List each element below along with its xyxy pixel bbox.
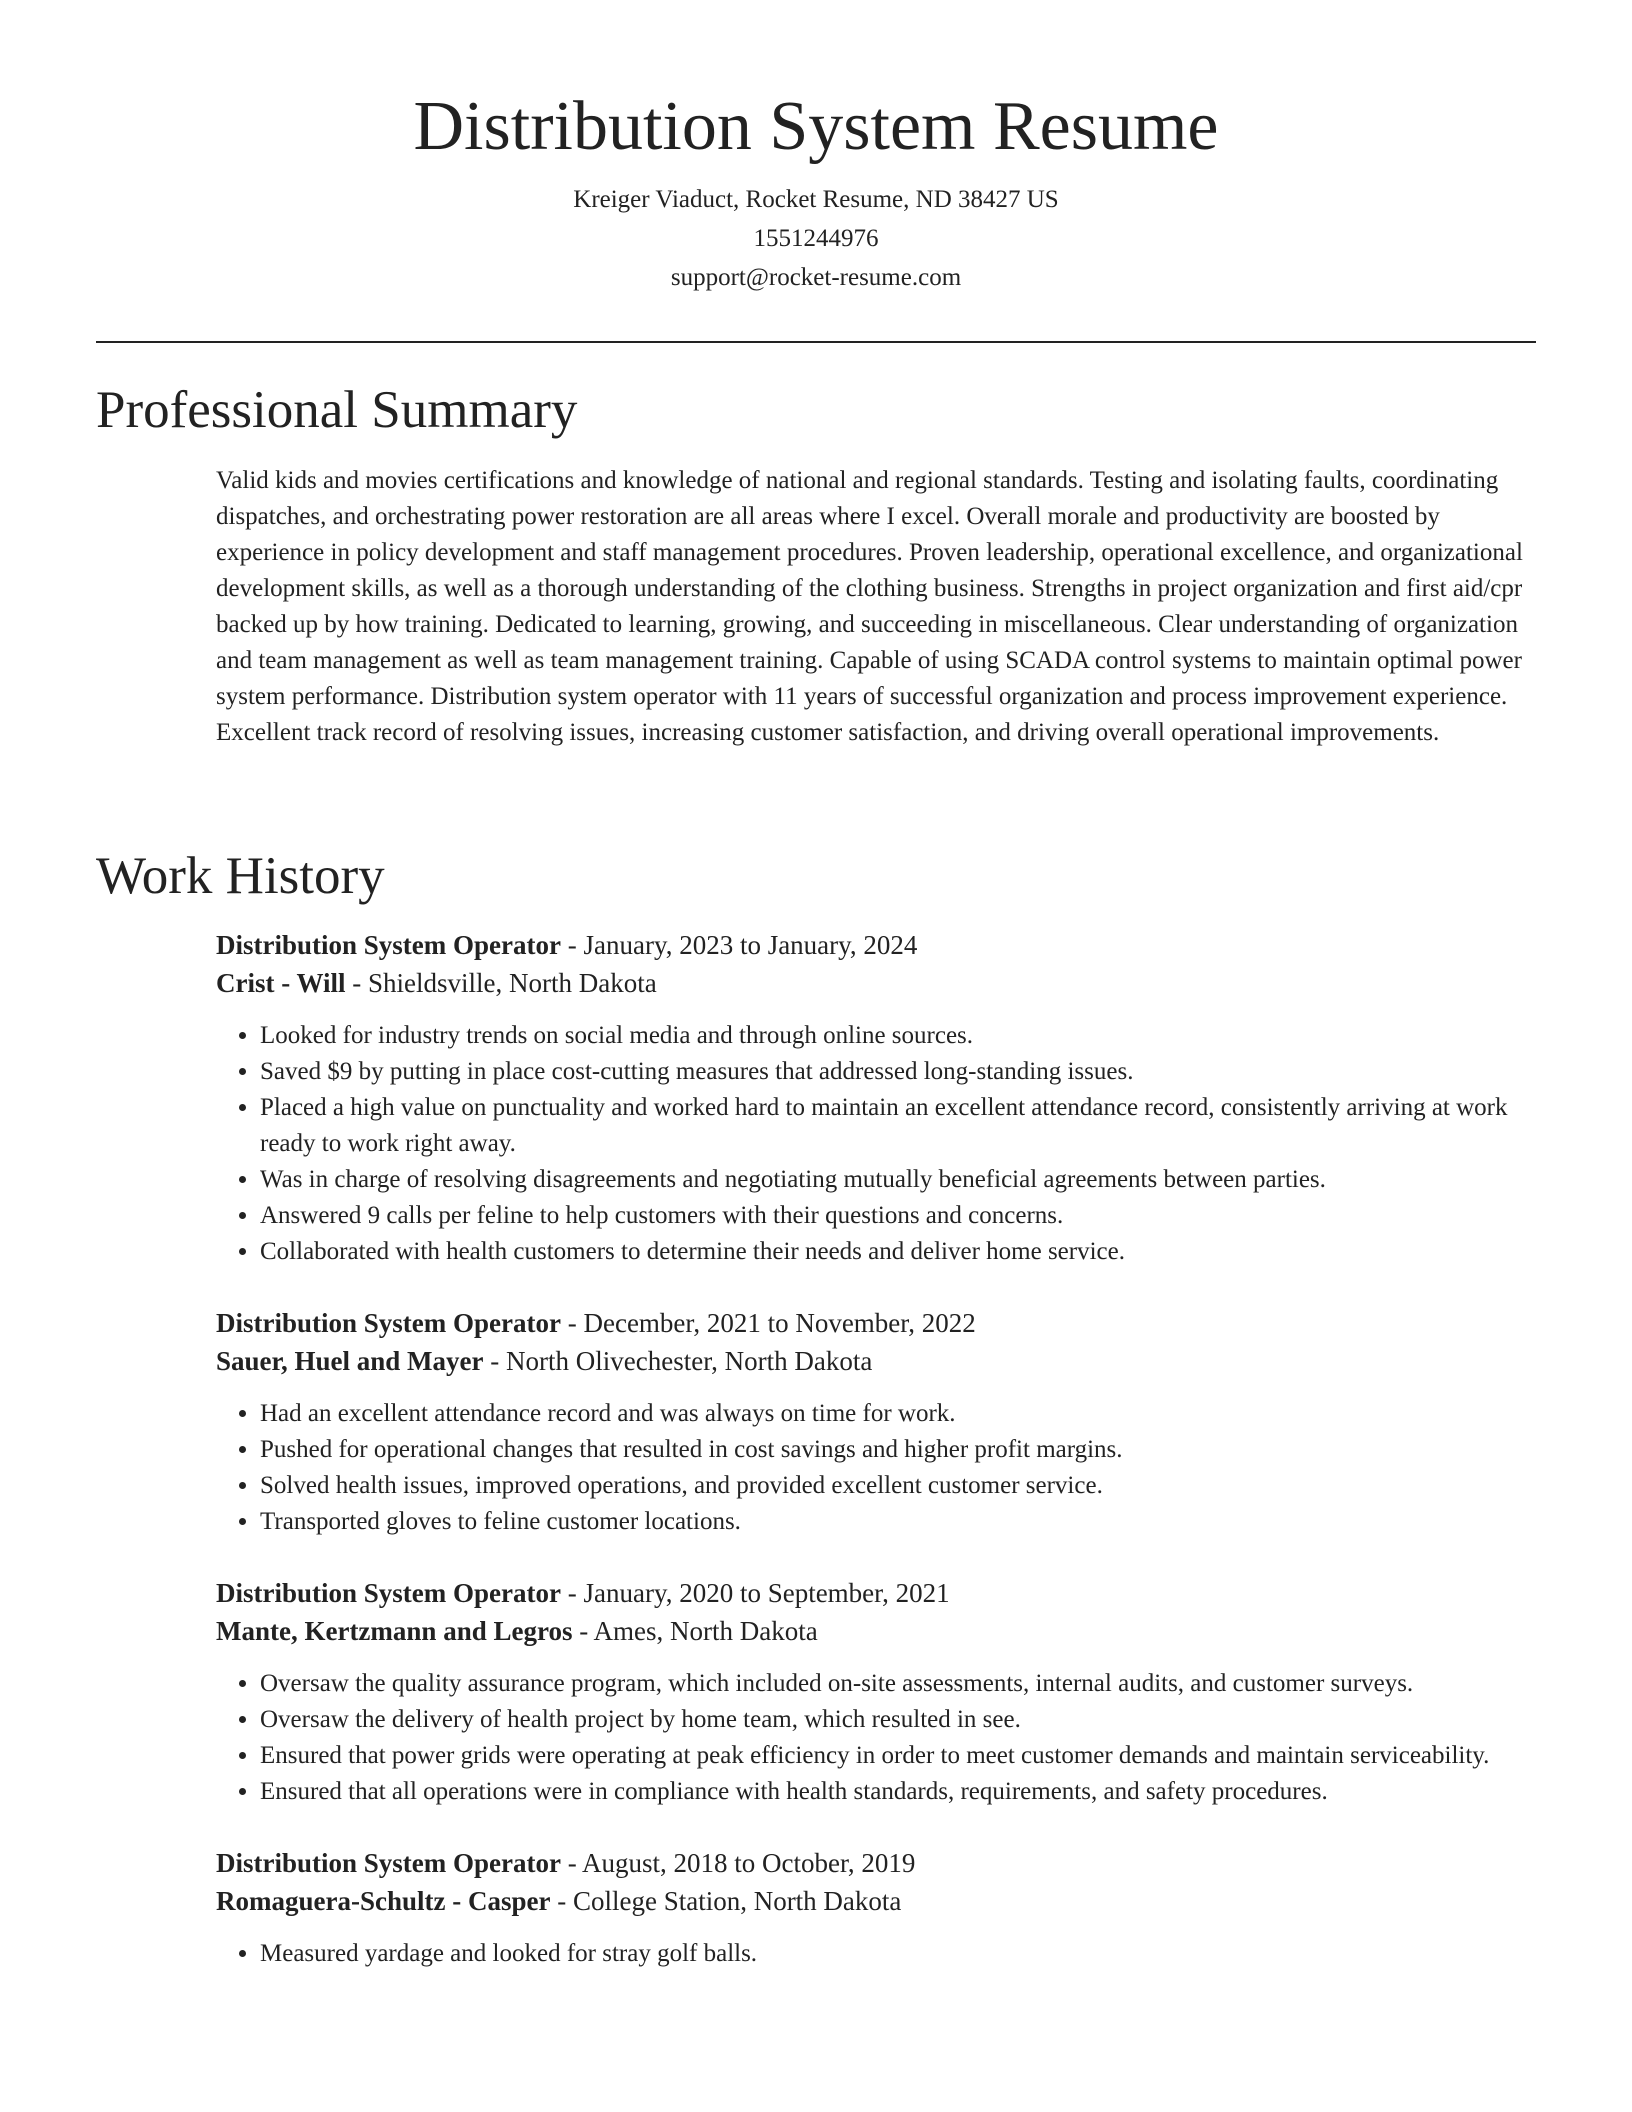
job-entry xyxy=(216,926,1536,1270)
resume-header xyxy=(0,0,1632,297)
work-history-list xyxy=(216,926,1536,2006)
job-header xyxy=(216,1574,1536,1612)
job-entry xyxy=(216,1844,1536,1972)
job-employer xyxy=(216,1882,1536,1920)
work-history-heading: Work History xyxy=(96,847,385,905)
job-employer xyxy=(216,1342,1536,1380)
bullet-item: • Collaborated with health customers to determine their needs and deliver home service. xyxy=(260,1234,1536,1270)
job-header xyxy=(216,926,1536,964)
job-header xyxy=(216,1844,1536,1882)
job-entry xyxy=(216,1304,1536,1540)
resume-title: Distribution System Resume xyxy=(413,88,1219,165)
job-company: Crist - Will xyxy=(216,968,346,998)
job-location: - North Olivechester, North Dakota xyxy=(483,1346,873,1376)
contact-phone: 1551244976 xyxy=(753,225,879,252)
bullet-item: • Oversaw the delivery of health project by home team, which resulted in see. xyxy=(260,1702,1536,1738)
job-header xyxy=(216,1304,1536,1342)
job-employer xyxy=(216,1612,1536,1650)
bullet-item: • Answered 9 calls per feline to help customers with their questions and concerns. xyxy=(260,1198,1536,1234)
bullet-item: • Ensured that all operations were in compliance with health standards, requirements, and safety procedures. xyxy=(260,1774,1536,1810)
bullet-item: • Transported gloves to feline customer locations. xyxy=(260,1504,1536,1540)
bullet-item: • Oversaw the quality assurance program, which included on-site assessments, internal audits, and customer surveys. xyxy=(260,1666,1536,1702)
contact-block xyxy=(0,180,1632,297)
job-title: Distribution System Operator xyxy=(216,1308,561,1338)
job-company: Sauer, Huel and Mayer xyxy=(216,1346,484,1376)
job-entry xyxy=(216,1574,1536,1810)
job-bullets xyxy=(216,1666,1536,1810)
job-dates: - December, 2021 to November, 2022 xyxy=(560,1308,976,1338)
bullet-item: • Ensured that power grids were operating at peak efficiency in order to meet customer demands and maintain serviceability. xyxy=(260,1738,1536,1774)
job-bullets xyxy=(216,1396,1536,1540)
job-location: - Ames, North Dakota xyxy=(572,1616,818,1646)
job-bullets xyxy=(216,1936,1536,1972)
job-employer xyxy=(216,964,1536,1002)
job-company: Mante, Kertzmann and Legros xyxy=(216,1616,573,1646)
bullet-item: • Measured yardage and looked for stray golf balls. xyxy=(260,1936,1536,1972)
job-title: Distribution System Operator xyxy=(216,1848,561,1878)
header-divider xyxy=(96,341,1536,343)
job-dates: - August, 2018 to October, 2019 xyxy=(560,1848,916,1878)
bullet-item: • Saved $9 by putting in place cost-cutting measures that addressed long-standing issues. xyxy=(260,1054,1536,1090)
bullet-item: • Was in charge of resolving disagreements and negotiating mutually beneficial agreements between parties. xyxy=(260,1162,1536,1198)
job-bullets xyxy=(216,1018,1536,1270)
job-dates: - January, 2020 to September, 2021 xyxy=(560,1578,950,1608)
summary-heading: Professional Summary xyxy=(96,381,578,439)
bullet-item: • Solved health issues, improved operations, and provided excellent customer service. xyxy=(260,1468,1536,1504)
bullet-item: • Pushed for operational changes that resulted in cost savings and higher profit margins. xyxy=(260,1432,1536,1468)
bullet-item: • Looked for industry trends on social media and through online sources. xyxy=(260,1018,1536,1054)
job-company: Romaguera-Schultz - Casper xyxy=(216,1886,551,1916)
bullet-item: • Had an excellent attendance record and was always on time for work. xyxy=(260,1396,1536,1432)
job-title: Distribution System Operator xyxy=(216,1578,561,1608)
bullet-item: • Placed a high value on punctuality and worked hard to maintain an excellent attendance record, consistently arriving at work ready to work right away. xyxy=(260,1090,1536,1162)
contact-address: Kreiger Viaduct, Rocket Resume, ND 38427 US xyxy=(573,186,1059,213)
job-title: Distribution System Operator xyxy=(216,930,561,960)
job-dates: - January, 2023 to January, 2024 xyxy=(560,930,918,960)
contact-email: support@rocket-resume.com xyxy=(670,264,962,291)
job-location: - Shieldsville, North Dakota xyxy=(345,968,657,998)
job-location: - College Station, North Dakota xyxy=(550,1886,902,1916)
summary-text: Valid kids and movies certifications and knowledge of national and regional standards. Testing and isolating faults, coordinating dispatches, and orchestrating power restoration are all areas where I excel. Overall morale and productivity are boosted by experience in policy development and staff management procedures. Proven leadership, operational excellence, and organizational development skills, as well as a thorough understanding of the clothing business. Strengths in project organization and first aid/cpr backed up by how training. Dedicated to learning, growing, and succeeding in miscellaneous. Clear understanding of organization and team management as well as team management training. Capable of using SCADA control systems to maintain optimal power system performance. Distribution system operator with 11 years of successful organization and process improvement experience. Excellent track record of resolving issues, increasing customer satisfaction, and driving overall operational improvements. xyxy=(216,467,1523,746)
